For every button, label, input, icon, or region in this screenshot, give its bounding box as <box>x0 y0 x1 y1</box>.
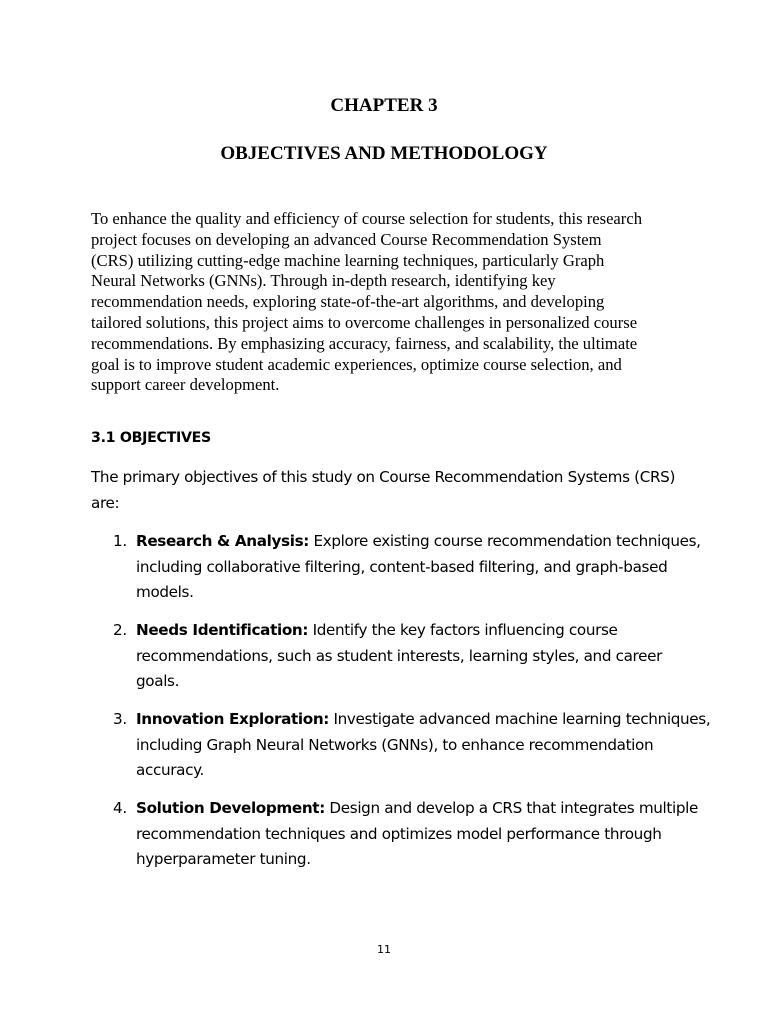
objective-line <box>136 529 701 555</box>
objective-body <box>136 529 701 606</box>
objective-number: 3. <box>113 710 127 728</box>
objective-text: Design and develop a CRS that integrates multiple <box>324 799 699 817</box>
intro-line: Neural Networks (GNNs). Through in-depth research, identifying key <box>91 271 556 291</box>
objective-line: goals. <box>136 672 180 690</box>
objective-title: Needs Identification: <box>136 621 309 639</box>
objective-line: including collaborative filtering, content-based filtering, and graph-based <box>136 557 668 576</box>
objective-number: 1. <box>113 532 127 550</box>
objective-title: Research & Analysis: <box>136 532 309 550</box>
objective-number: 4. <box>113 799 127 817</box>
intro-line: recommendations. By emphasizing accuracy, fairness, and scalability, the ultimate <box>91 333 638 353</box>
lead-line: are: <box>91 493 120 512</box>
page-number: 11 <box>377 943 391 956</box>
intro-line: To enhance the quality and efficiency of course selection for students, this research <box>91 209 642 228</box>
objective-line: accuracy. <box>136 761 205 779</box>
intro-line: goal is to improve student academic experiences, optimize course selection, and <box>91 354 622 374</box>
objective-text: Explore existing course recommendation techniques, <box>309 532 701 550</box>
objective-line <box>136 618 662 644</box>
objective-line <box>136 796 698 822</box>
objective-line: recommendation techniques and optimizes model performance through <box>136 824 662 843</box>
intro-line: tailored solutions, this project aims to overcome challenges in personalized course <box>91 312 638 332</box>
intro-line: (CRS) utilizing cutting-edge machine learning techniques, particularly Graph <box>91 250 605 270</box>
objective-title: Innovation Exploration: <box>136 710 330 728</box>
intro-paragraph <box>91 209 691 396</box>
intro-line: project focuses on developing an advanced Course Recommendation System <box>91 229 602 249</box>
objective-line: hyperparameter tuning. <box>136 850 311 868</box>
objective-title: Solution Development: <box>136 799 325 817</box>
objective-body <box>136 707 710 784</box>
section-heading: 3.1 OBJECTIVES <box>91 430 211 446</box>
objective-text: Investigate advanced machine learning techniques, <box>329 710 711 728</box>
chapter-number: CHAPTER 3 <box>330 95 438 116</box>
intro-line: recommendation needs, exploring state-of-the-art algorithms, and developing <box>91 292 605 312</box>
objective-body <box>136 796 698 873</box>
objective-line <box>136 707 710 733</box>
objective-line: recommendations, such as student interests, learning styles, and career <box>136 646 662 665</box>
objective-line: models. <box>136 583 194 601</box>
objective-number: 2. <box>113 621 127 639</box>
lead-line: The primary objectives of this study on Course Recommendation Systems (CRS) <box>91 468 676 486</box>
objective-line: including Graph Neural Networks (GNNs), to enhance recommendation <box>136 735 654 754</box>
objective-body <box>136 618 662 695</box>
objective-text: Identify the key factors influencing course <box>308 621 618 639</box>
chapter-title: OBJECTIVES AND METHODOLOGY <box>220 143 548 164</box>
objectives-lead-paragraph <box>91 465 691 516</box>
intro-line: support career development. <box>91 375 280 395</box>
